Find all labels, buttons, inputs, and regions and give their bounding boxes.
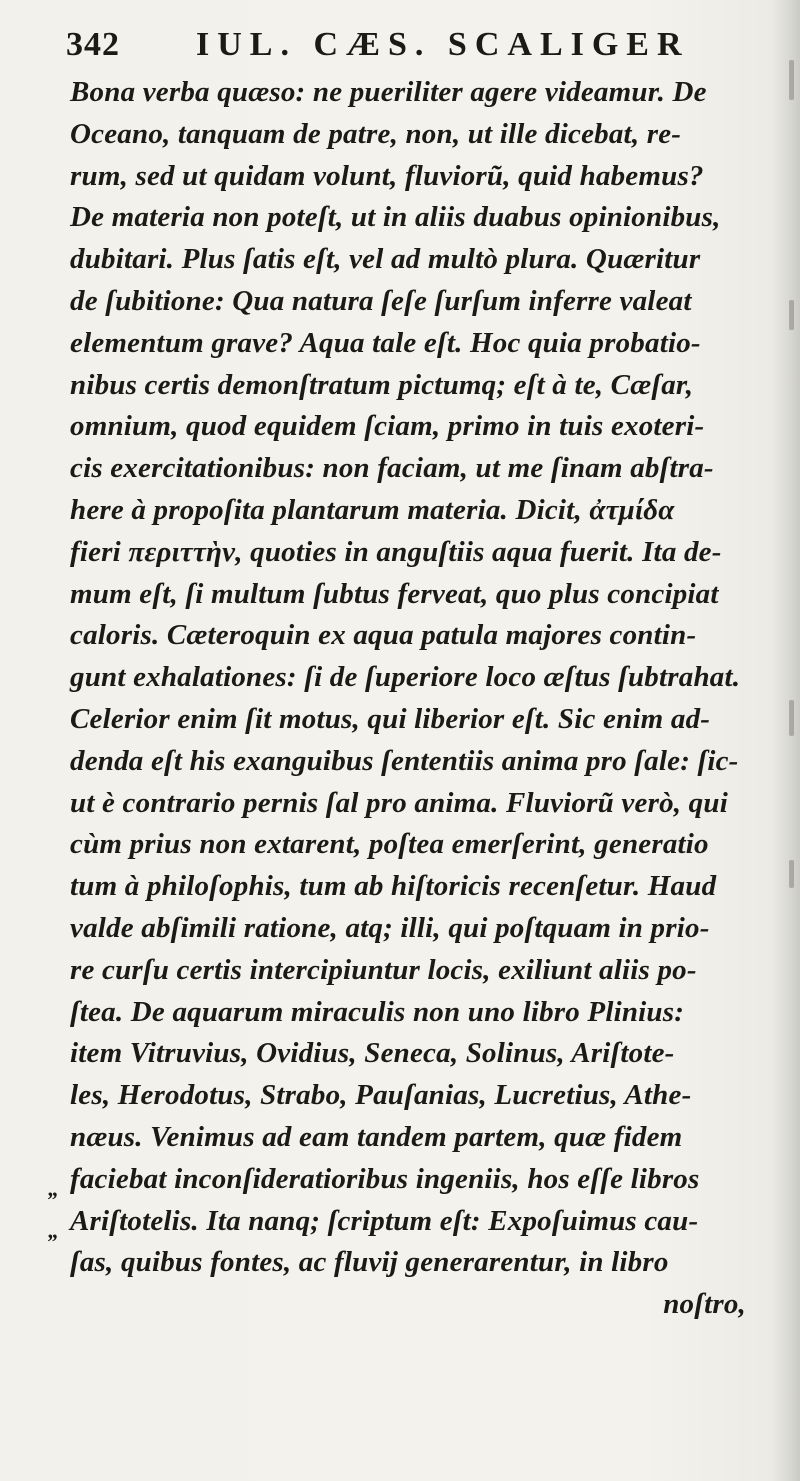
text-line: ſas, quibus fontes, ac fluvij generarentur, in libro	[70, 1246, 669, 1279]
quote-mark: „	[48, 1176, 59, 1201]
text-line: mum eſt, ſi multum ſubtus ferveat, quo plus concipiat	[70, 577, 719, 610]
text-line: here à propoſita plantarum materia. Dicit, ἀτμίδα	[70, 493, 675, 526]
page-header	[66, 22, 746, 72]
text-line: fieri περιττὴν, quoties in anguſtiis aqua fuerit. Ita de-	[70, 535, 722, 568]
running-head: IUL. CÆS. SCALIGER	[196, 26, 690, 63]
text-line: cùm prius non extarent, poſtea emerſerint, generatio	[70, 828, 709, 861]
text-line: elementum grave? Aqua tale eſt. Hoc quia probatio-	[70, 326, 701, 359]
text-line: de ſubitione: Qua natura ſeſe ſurſum inferre valeat	[70, 284, 692, 317]
text-line: ſtea. De aquarum miraculis non uno libro Plinius:	[70, 995, 685, 1028]
edge-blot	[789, 300, 794, 330]
text-line: rum, sed ut quidam volunt, fluviorũ, quid habemus?	[70, 159, 704, 192]
text-line: Oceano, tanquam de patre, non, ut ille dicebat, re-	[70, 117, 682, 150]
text-line: valde abſimili ratione, atq; illi, qui poſtquam in prio-	[70, 911, 710, 944]
text-line: næus. Venimus ad eam tandem partem, quæ fidem	[70, 1120, 683, 1153]
text-line: Celerior enim ſit motus, qui liberior eſt. Sic enim ad-	[70, 702, 711, 735]
page-edge-shadow	[772, 0, 800, 1481]
text-line: caloris. Cæteroquin ex aqua patula majores contin-	[70, 619, 697, 652]
text-line: dubitari. Plus ſatis eſt, vel ad multò plura. Quæritur	[70, 243, 701, 276]
text-line: item Vitruvius, Ovidius, Seneca, Solinus, Ariſtote-	[70, 1037, 675, 1070]
text-line: Bona verba quæso: ne pueriliter agere videamur. De	[70, 76, 707, 108]
edge-blot	[789, 60, 794, 100]
text-line: nibus certis demonſtratum pictumq; eſt à te, Cæſar,	[70, 368, 694, 401]
catchword: noſtro,	[663, 1288, 746, 1321]
text-line: cis exercitationibus: non faciam, ut me ſinam abſtra-	[70, 452, 714, 485]
text-line: re curſu certis intercipiuntur locis, exiliunt aliis po-	[70, 953, 697, 986]
edge-blot	[789, 700, 794, 736]
text-line: gunt exhalationes: ſi de ſuperiore loco æſtus ſubtrahat.	[70, 661, 741, 694]
text-line: De materia non poteſt, ut in aliis duabus opinionibus,	[70, 201, 721, 234]
text-line: Ariſtotelis. Ita nanq; ſcriptum eſt: Expoſuimus cau-	[70, 1204, 699, 1237]
text-line: omnium, quod equidem ſciam, primo in tuis exoteri-	[70, 410, 705, 443]
page-number: 342	[66, 26, 120, 63]
body-text	[70, 72, 770, 1326]
text-line: ut è contrario pernis ſal pro anima. Fluviorũ verò, qui	[70, 786, 728, 819]
text-line: tum à philoſophis, tum ab hiſtoricis recenſetur. Haud	[70, 870, 717, 903]
edge-blot	[789, 860, 794, 888]
text-line: faciebat inconſideratioribus ingeniis, hos eſſe libros	[70, 1162, 700, 1195]
text-line: les, Herodotus, Strabo, Pauſanias, Lucretius, Athe-	[70, 1079, 692, 1112]
text-line: denda eſt his exanguibus ſententiis anima pro ſale: ſic-	[70, 744, 739, 777]
quote-mark: „	[48, 1218, 59, 1243]
